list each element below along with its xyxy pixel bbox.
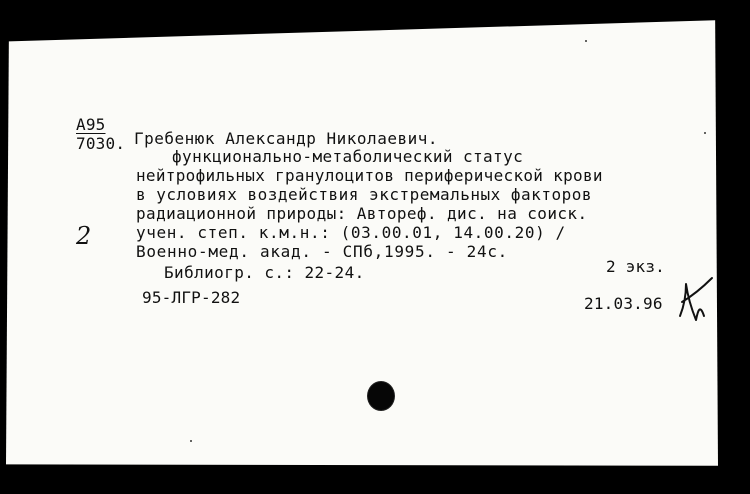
entry-number: 7030. [76, 134, 126, 153]
copies-count: 2 экз. [606, 257, 665, 276]
call-number: А95 [76, 115, 106, 134]
bibliography-note: Библиогр. с.: 22-24. [164, 263, 365, 282]
title-line-3: в условиях воздействия экстремальных факторов [136, 185, 592, 204]
punch-hole [368, 382, 394, 410]
title-line-2: нейтрофильных гранулоцитов периферической крови [136, 166, 603, 185]
handwritten-mark: 2 [76, 222, 92, 250]
title-line-5: учен. степ. к.м.н.: (03.00.01, 14.00.20) / [136, 223, 566, 242]
title-line-4: радиационной природы: Автореф. дис. на соиск. [136, 204, 588, 223]
signature-icon [676, 276, 716, 326]
title-line-1: функционально-метаболический статус [172, 147, 524, 166]
handwritten-signature [676, 276, 716, 331]
dust-speck [704, 132, 706, 134]
dust-speck [585, 40, 587, 42]
dust-speck [190, 440, 192, 442]
author-name: Гребенюк Александр Николаевич. [134, 129, 438, 148]
title-line-6: Военно-мед. акад. - СПб,1995. - 24с. [136, 242, 508, 261]
catalog-code: 95-ЛГР-282 [142, 288, 241, 307]
receipt-date: 21.03.96 [584, 294, 663, 313]
